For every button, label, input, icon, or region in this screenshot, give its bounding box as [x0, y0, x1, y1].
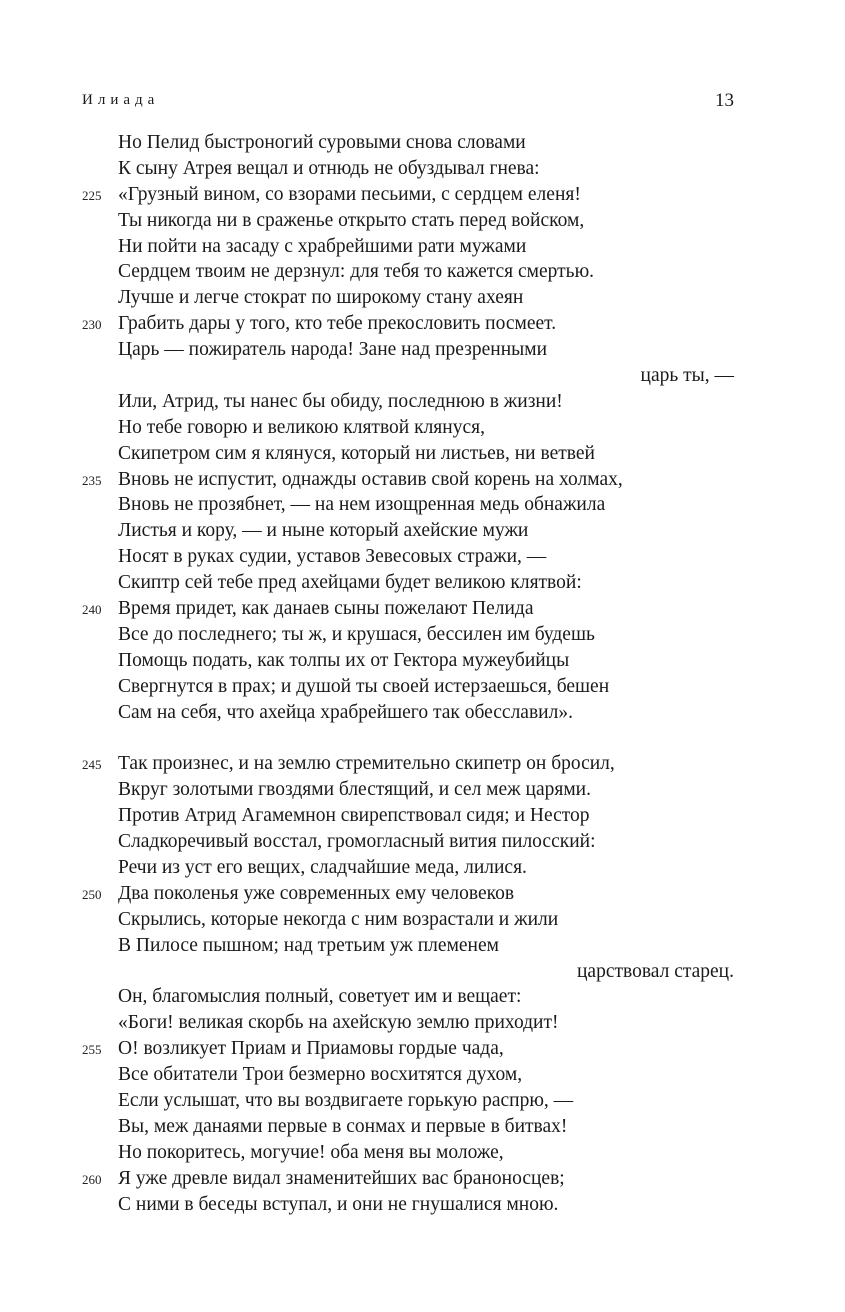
verse-line: [82, 881, 734, 907]
verse-text: «Грузный вином, со взорами песьими, с сердцем еленя!: [118, 183, 581, 205]
verse-line: [82, 492, 734, 518]
verse-text: Но тебе говорю и великою клятвой клянуся,: [118, 416, 485, 438]
verse-line: [82, 674, 734, 700]
stanza-break: [82, 725, 734, 751]
line-number: 250: [82, 886, 102, 902]
verse-line: [82, 467, 734, 493]
verse-text: Против Атрид Агамемнон свирепствовал сидя; и Нестор: [118, 805, 590, 827]
verse-text: Все обитатели Трои безмерно восхитятся духом,: [118, 1064, 523, 1086]
verse-line: [82, 1010, 734, 1036]
verse-text: Вкруг золотыми гвоздями блестящий, и сел меж царями.: [118, 779, 591, 801]
verse-text: Скрылись, которые некогда с ним возрастали и жили: [118, 908, 559, 930]
verse-line: [82, 544, 734, 570]
verse-line: [82, 208, 734, 234]
verse-line: [82, 234, 734, 260]
verse-text: О! возликует Приам и Приамовы гордые чада,: [118, 1038, 504, 1060]
line-number: 225: [82, 187, 102, 203]
verse-line: [82, 959, 734, 985]
line-number: 245: [82, 757, 102, 773]
verse-text: Свергнутся в прах; и душой ты своей истерзаешься, бешен: [118, 675, 610, 697]
verse-line: [82, 1062, 734, 1088]
verse-line: [82, 363, 734, 389]
verse-text: Но покоритесь, могучие! оба меня вы моложе,: [118, 1141, 504, 1163]
verse-line: [82, 285, 734, 311]
page-number: 13: [715, 90, 734, 111]
verse-text: Все до последнего; ты ж, и крушася, бессилен им будешь: [118, 623, 595, 645]
verse-line: [82, 311, 734, 337]
verse-line: [82, 389, 734, 415]
verse-text: Сам на себя, что ахейца храбрейшего так обесславил».: [118, 701, 573, 723]
verse-line: [82, 907, 734, 933]
line-number: 255: [82, 1042, 102, 1058]
verse-text: Если услышат, что вы воздвигаете горькую распрю, —: [118, 1089, 574, 1111]
verse-line: [82, 984, 734, 1010]
verse-line: [82, 700, 734, 726]
line-number: 240: [82, 602, 102, 618]
verse-text: царь ты, —: [640, 365, 734, 387]
verse-line: [82, 441, 734, 467]
verse-line: [82, 855, 734, 881]
verse-line: [82, 518, 734, 544]
verse-text: «Боги! великая скорбь на ахейскую землю приходит!: [118, 1012, 559, 1034]
line-number: 260: [82, 1171, 102, 1187]
verse-text: Вновь не прозябнет, — на нем изощренная медь обнажила: [118, 494, 606, 516]
verse-line: [82, 1036, 734, 1062]
verse-text: Скиптр сей тебе пред ахейцами будет великою клятвой:: [118, 572, 582, 594]
running-head: [82, 90, 734, 114]
verse-line: [82, 803, 734, 829]
verse-text: В Пилосе пышном; над третьим уж племенем: [118, 934, 499, 956]
verse-text: К сыну Атрея вещал и отнюдь не обуздывал гнева:: [118, 157, 540, 179]
verse-text: Я уже древле видал знаменитейших вас браноносцев;: [118, 1167, 565, 1189]
verse-text: С ними в беседы вступал, и они не гнушалися мною.: [118, 1193, 559, 1215]
line-number: 230: [82, 317, 102, 333]
verse-line: [82, 1192, 734, 1218]
verse-text: Речи из уст его вещих, сладчайшие меда, лилися.: [118, 856, 527, 878]
verse-text: Носят в руках судии, уставов Зевесовых стражи, —: [118, 546, 547, 568]
verse-line: [82, 1114, 734, 1140]
verse-text: Или, Атрид, ты нанес бы обиду, последнюю в жизни!: [118, 390, 563, 412]
verse-line: [82, 415, 734, 441]
verse-text: Сердцем твоим не дерзнул: для тебя то кажется смертью.: [118, 261, 595, 283]
verse-line: [82, 156, 734, 182]
verse-line: [82, 777, 734, 803]
verse-text: Сладкоречивый восстал, громогласный вития пилосский:: [118, 831, 596, 853]
verse-text: Он, благомыслия полный, советует им и вещает:: [118, 986, 522, 1008]
verse-text: Два поколенья уже современных ему человеков: [118, 882, 515, 904]
verse-line: [82, 1140, 734, 1166]
verse-text: Время придет, как данаев сыны пожелают Пелида: [118, 598, 534, 620]
verse-text: Скипетром сим я клянуся, который ни листьев, ни ветвей: [118, 442, 595, 464]
verse-line: [82, 648, 734, 674]
verse-text: Ни пойти на засаду с храбрейшими рати мужами: [118, 235, 527, 257]
line-number: 235: [82, 472, 102, 488]
verse-text: Так произнес, и на землю стремительно скипетр он бросил,: [118, 753, 615, 775]
verse-line: [82, 622, 734, 648]
verse-line: [82, 829, 734, 855]
verse-line: [82, 182, 734, 208]
verse-line: [82, 259, 734, 285]
verse-text: Ты никогда ни в сраженье открыто стать перед войском,: [118, 209, 585, 231]
verse-text: Царь — пожиратель народа! Зане над презренными: [118, 339, 547, 361]
running-title: Илиада: [82, 92, 160, 108]
verse-line: [82, 933, 734, 959]
verse-text: Листья и кору, — и ныне который ахейские мужи: [118, 520, 529, 542]
poem-text: [82, 130, 734, 1217]
verse-text: Лучше и легче стократ по широкому стану ахеян: [118, 287, 524, 309]
verse-line: [82, 1088, 734, 1114]
verse-text: Грабить дары у того, кто тебе прекословить посмеет.: [118, 313, 557, 335]
verse-text: Вы, меж данаями первые в сонмах и первые в битвах!: [118, 1115, 568, 1137]
verse-line: [82, 337, 734, 363]
verse-text: Но Пелид быстроногий суровыми снова словами: [118, 132, 526, 153]
verse-text: Помощь подать, как толпы их от Гектора мужеубийцы: [118, 649, 570, 671]
verse-line: [82, 130, 734, 156]
verse-line: [82, 751, 734, 777]
verse-line: [82, 1166, 734, 1192]
verse-line: [82, 596, 734, 622]
verse-line: [82, 570, 734, 596]
verse-text: царствовал старец.: [576, 960, 734, 982]
verse-text: Вновь не испустит, однажды оставив свой корень на холмах,: [118, 468, 623, 490]
